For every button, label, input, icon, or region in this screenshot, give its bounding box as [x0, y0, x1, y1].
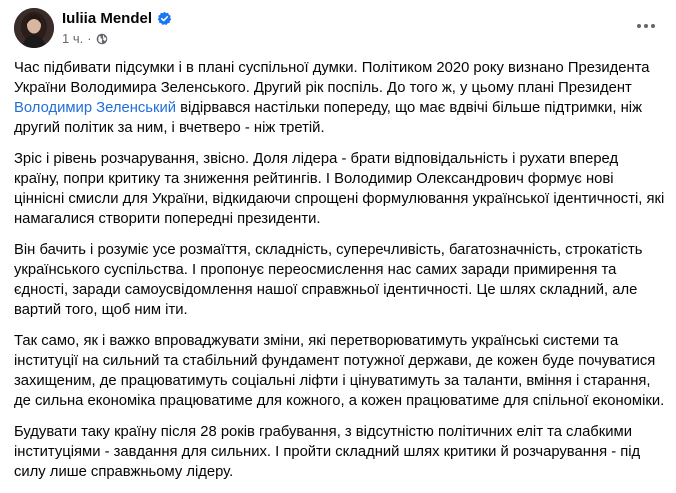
verified-badge-icon	[157, 11, 172, 26]
post-time[interactable]: 1 ч.	[62, 31, 84, 46]
more-options-icon	[637, 24, 655, 28]
more-options-button[interactable]	[630, 10, 662, 42]
mention-link[interactable]: Володимир Зеленський	[14, 100, 176, 116]
meta-separator: ·	[87, 31, 92, 46]
paragraph-1-before: Час підбивати підсумки і в плані суспільної думки. Політиком 2020 року визнано Президента України Володимира Зеленського. Другий рік поспіль. До того ж, у цьому плані Президент	[14, 60, 650, 96]
paragraph-2: Зріс і рівень розчарування, звісно. Доля лідера - брати відповідальність і рухати вперед країну, попри критику та зниження рейтингів. І Володимир Олександрович формує нові ціннісні смисли для України, відкидаючи спрощені формулювання української ідентичності, які намагалися створити попередні президенти.	[14, 151, 665, 227]
post-meta	[62, 31, 108, 46]
paragraph-5: Будувати таку країну після 28 років грабування, з відсутністю політичних еліт та слабкими інституціями - завдання для сильних. І пройти складний шлях критики й розчарування - під силу лише справжньому лідеру.	[14, 424, 641, 480]
avatar-image	[14, 8, 54, 48]
paragraph-3: Він бачить і розуміє усе розмаїття, складність, суперечливість, багатозначність, строкатість українського суспільства. І пропонує переосмислення нас самих заради примирення та єдності, заради самоусвідомлення нашої справжньої ідентичності. Це шлях складний, але вартий того, щоб ним іти.	[14, 242, 643, 318]
avatar[interactable]	[14, 8, 54, 48]
post-header	[14, 8, 662, 52]
author-name[interactable]: Iuliia Mendel	[62, 10, 153, 27]
author-line	[62, 10, 172, 27]
paragraph-4: Так само, як і важко впроваджувати зміни, які перетворюватимуть українські системи та інституції на сильний та стабільний фундамент потужної держави, де кожен буде почуватися захищеним, де працюватимуть соціальні ліфти і цінуватимуть за таланти, вміння і старання, де сильна економіка працюватиме для кожного, а кожен працюватиме для спільної економіки.	[14, 333, 665, 409]
globe-icon[interactable]	[96, 33, 108, 45]
paragraph-1-after: відірвався настільки попереду, що має вдвічі більше підтримки, ніж другий політик за ним, і вчетверо - ніж третій.	[14, 100, 642, 136]
post-text	[14, 58, 666, 493]
paragraph-1	[14, 58, 666, 138]
